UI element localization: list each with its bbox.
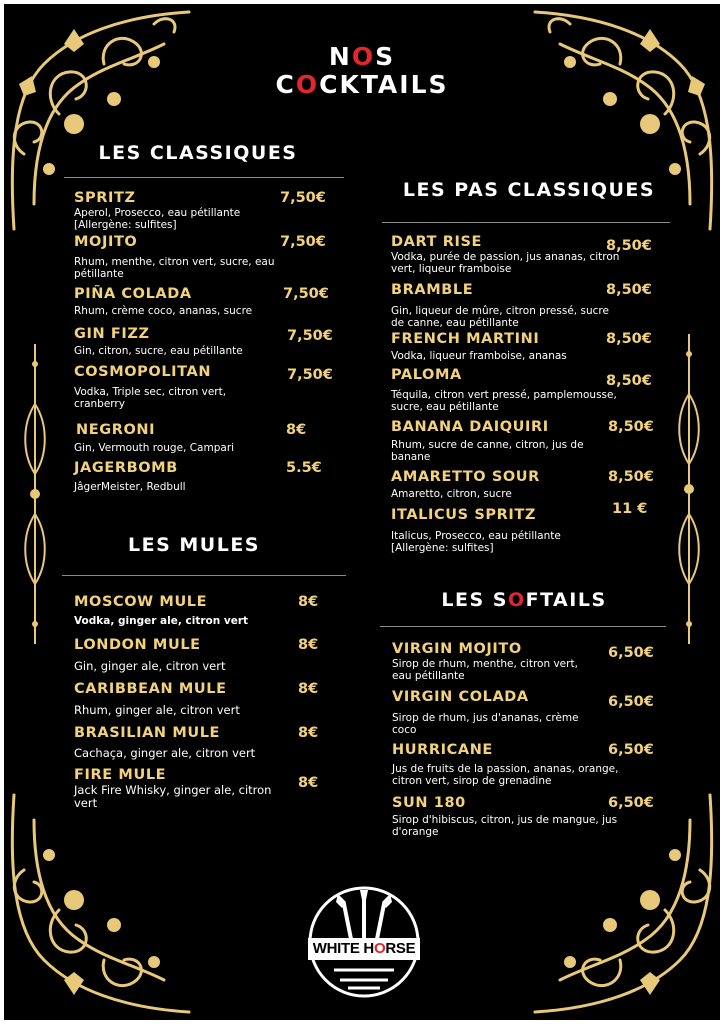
menu-item: ITALICUS SPRITZ 11 € Italicus, Prosecco, eau pétillante [Allergène: sulfites] (391, 501, 648, 554)
menu-item: VIRGIN MOJITO 6,50€ Sirop de rhum, menthe, citron vert, eau pétillante (392, 641, 654, 682)
menu-item: VIRGIN COLADA 6,50€ Sirop de rhum, jus d'ananas, crème coco (392, 689, 654, 736)
menu-item: JAGERBOMB 5.5€ JâgerMeister, Redbull (74, 460, 322, 493)
corner-ornament-bottom-left (4, 790, 194, 1020)
menu-item: BANANA DAIQUIRI 8,50€ Rhum, sucre de canne, citron, jus de banane (391, 419, 654, 463)
menu-item: FIRE MULE 8€ Jack Fire Whisky, ginger ale, citron vert (74, 767, 319, 810)
side-ornament-right (676, 334, 702, 644)
menu-item: COSMOPOLITAN 7,50€ Vodka, Triple sec, citron vert, cranberry (74, 364, 333, 410)
menu-item: NEGRONI 8€ Gin, Vermouth rouge, Campari (74, 422, 307, 454)
menu-item: FRENCH MARTINI 8,50€ Vodka, liqueur framboise, ananas (391, 331, 652, 362)
menu-item: MOSCOW MULE 8€ Vodka, ginger ale, citron vert (74, 594, 319, 627)
menu-item: DART RISE 8,50€ Vodka, purée de passion, jus ananas, citron vert, liqueur framboise (391, 234, 652, 275)
menu-item: PIÑA COLADA 7,50€ Rhum, crème coco, ananas, sucre (74, 286, 329, 317)
menu-item: CARIBBEAN MULE 8€ Rhum, ginger ale, citron vert (74, 681, 319, 717)
page-title-line-1: NOS (328, 42, 396, 71)
menu-item: LONDON MULE 8€ Gin, ginger ale, citron vert (74, 637, 319, 673)
section-heading: LES MULES (128, 534, 260, 556)
side-ornament-left (22, 344, 48, 644)
menu-item: BRASILIAN MULE 8€ Cachaça, ginger ale, citron vert (74, 725, 319, 760)
section-softails (380, 584, 666, 839)
menu-item: GIN FIZZ 7,50€ Gin, citron, sucre, eau pétillante (74, 326, 333, 357)
menu-item: SUN 180 6,50€ Sirop d'hibiscus, citron, jus de mangue, jus d'orange (392, 795, 654, 838)
page-title-line-2: COCKTAILS (275, 70, 449, 99)
section-mules (62, 529, 346, 815)
menu-item: AMARETTO SOUR 8,50€ Amaretto, citron, sucre (391, 469, 654, 500)
menu-item: MOJITO 7,50€ Rhum, menthe, citron vert, sucre, eau pétillante (74, 234, 326, 280)
menu-item: SPRITZ 7,50€ Aperol, Prosecco, eau pétillante [Allergène: sulfites] (74, 190, 326, 231)
section-heading: LES CLASSIQUES (98, 142, 298, 164)
menu-item: HURRICANE 6,50€ Jus de fruits de la passion, ananas, orange, citron vert, sirop de grenadine (392, 742, 654, 787)
section-heading: LES PAS CLASSIQUES (402, 179, 656, 201)
section-pas-classiques (382, 174, 670, 557)
section-classiques (64, 137, 344, 496)
logo-text: WHITE HORSE (308, 938, 420, 960)
menu-page (4, 4, 720, 1020)
white-horse-logo (304, 882, 424, 1002)
menu-item: BRAMBLE 8,50€ Gin, liqueur de mûre, citron pressé, sucre de canne, eau pétillante (391, 282, 652, 329)
menu-item: PALOMA 8,50€ Téquila, citron vert pressé, pamplemousse, sucre, eau pétillante (391, 367, 652, 413)
section-heading: LES SOFTAILS (441, 589, 607, 611)
